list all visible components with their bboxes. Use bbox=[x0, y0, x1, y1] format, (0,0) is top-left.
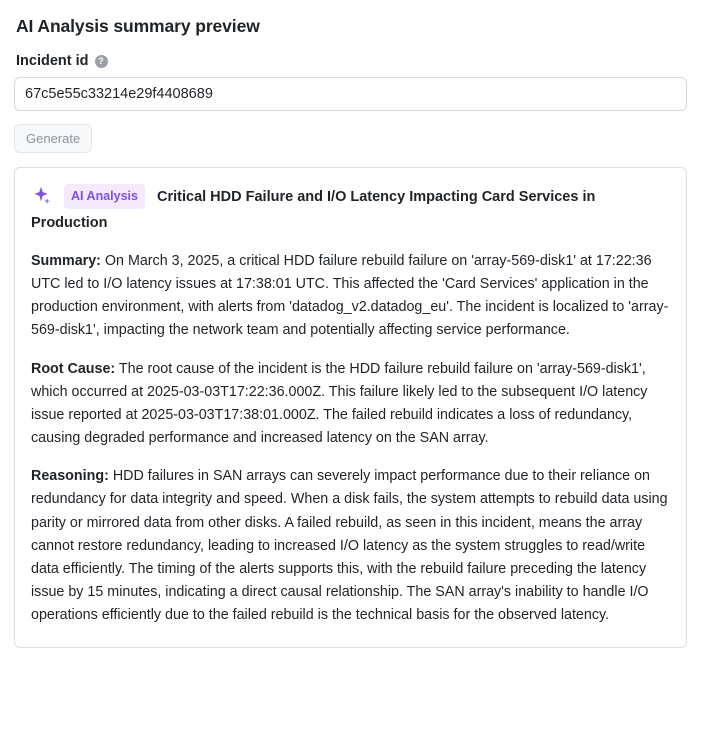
incident-id-label-row bbox=[16, 53, 687, 69]
result-header bbox=[31, 184, 670, 235]
root-cause-section bbox=[31, 358, 670, 451]
reasoning-section bbox=[31, 465, 670, 627]
ai-analysis-badge: AI Analysis bbox=[64, 184, 145, 209]
ai-analysis-result-card bbox=[14, 167, 687, 648]
incident-id-label: Incident id bbox=[16, 53, 89, 69]
incident-id-input[interactable] bbox=[14, 77, 687, 111]
help-circle-icon[interactable]: ? bbox=[95, 55, 108, 68]
root-cause-section-title: Root Cause: bbox=[31, 360, 116, 377]
result-title: Critical HDD Failure and I/O Latency Impacting Card Services in Production bbox=[31, 189, 596, 232]
root-cause-section-body: The root cause of the incident is the HDD failure rebuild failure on 'array-569-disk1', which occurred at 2025-03-03T17:22:36.000Z. This failure likely led to the subsequent I/O latency issue reported at 2025-03-03T17:38:01.000Z. The failed rebuild indicates a loss of redundancy, causing degraded performance and increased latency on the SAN array. bbox=[31, 360, 648, 447]
reasoning-section-body: HDD failures in SAN arrays can severely impact performance due to their reliance on redundancy for data integrity and speed. When a disk fails, the system attempts to rebuild data using parity or mirrored data from other disks. A failed rebuild, as seen in this incident, means the array cannot restore redundancy, leading to increased I/O latency as the system struggles to read/write data efficiently. The timing of the alerts supports this, with the rebuild failure preceding the latency issue by 15 minutes, indicating a direct causal relationship. The SAN array's inability to handle I/O operations efficiently due to the failed rebuild is the technical basis for the observed latency. bbox=[31, 468, 668, 624]
generate-button[interactable]: Generate bbox=[14, 124, 92, 153]
summary-section-title: Summary: bbox=[31, 252, 101, 269]
summary-section-body: On March 3, 2025, a critical HDD failure rebuild failure on 'array-569-disk1' at 17:22:36 UTC led to I/O latency issues at 17:38:01 UTC. This affected the 'Card Services' application in the production environment, with alerts from 'datadog_v2.datadog_eu'. The incident is localized to 'array-569-disk1', impacting the network team and potentially affecting service performance. bbox=[31, 252, 669, 339]
reasoning-section-title: Reasoning: bbox=[31, 468, 109, 485]
sparkle-icon bbox=[31, 185, 51, 212]
summary-section bbox=[31, 250, 670, 343]
page-title: AI Analysis summary preview bbox=[16, 16, 260, 36]
